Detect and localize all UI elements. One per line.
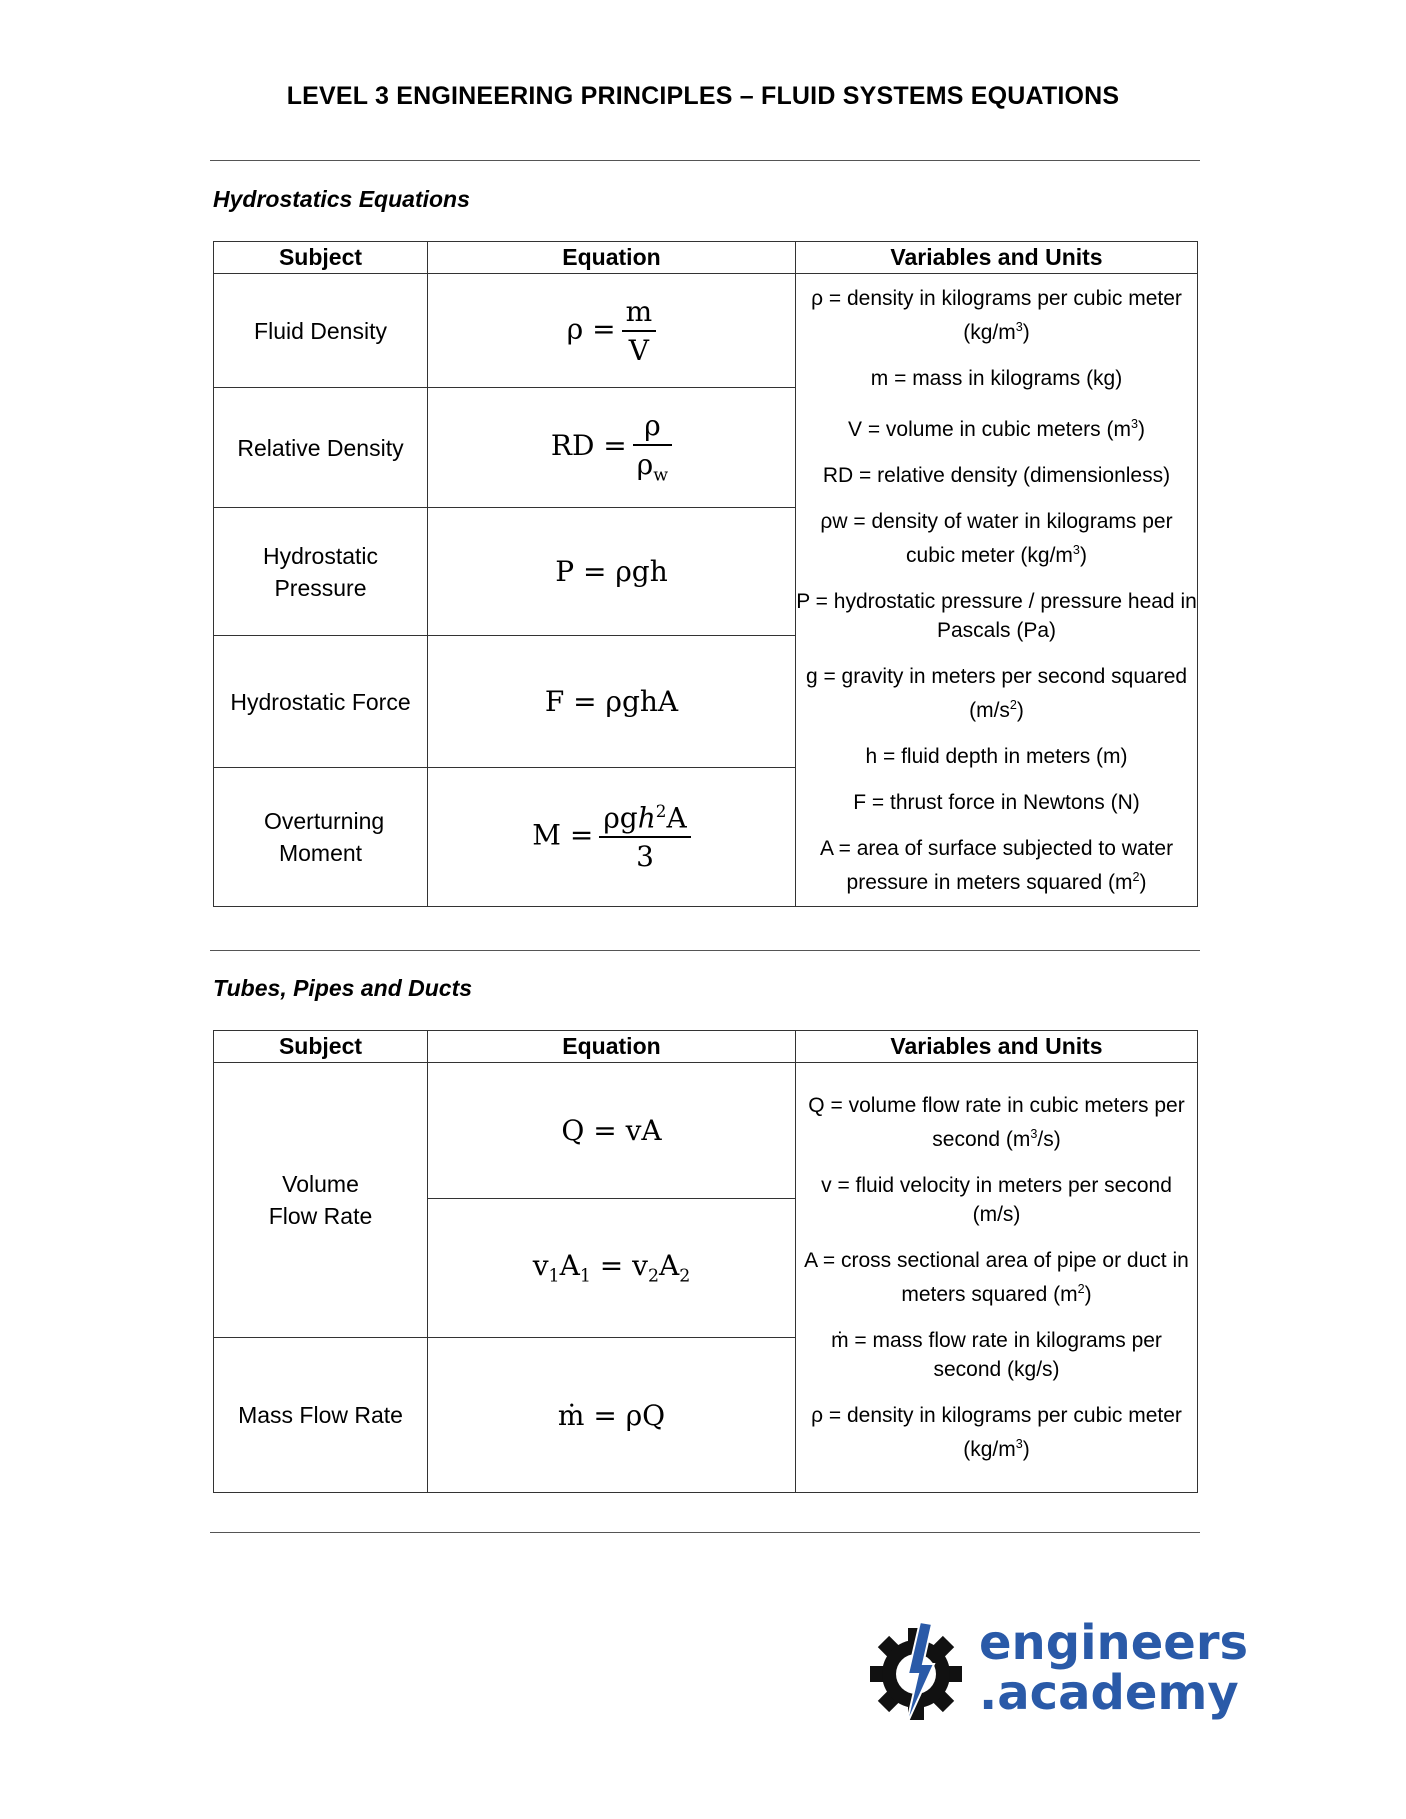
subject-hydrostatic-pressure: Hydrostatic Pressure xyxy=(214,508,428,636)
gear-bolt-icon xyxy=(868,1618,968,1730)
header-variables: Variables and Units xyxy=(796,1031,1198,1063)
equation-fluid-density xyxy=(428,274,796,388)
subject-relative-density: Relative Density xyxy=(214,388,428,508)
eq-lhs: RD = xyxy=(550,429,627,462)
hydrostatics-table xyxy=(213,241,1198,907)
variable-item: ρ = density in kilograms per cubic meter $(kg/m^3)$ xyxy=(811,1404,1182,1461)
variable-item: ṁ = mass flow rate in kilograms per second (kg/s) xyxy=(831,1329,1162,1381)
header-variables: Variables and Units xyxy=(796,242,1198,274)
divider xyxy=(210,160,1200,161)
variable-item: h = fluid depth in meters (m) xyxy=(865,744,1128,768)
variables-hydrostatics xyxy=(796,274,1198,907)
variable-item: RD = relative density (dimensionless) xyxy=(822,463,1171,487)
subject-fluid-density: Fluid Density xyxy=(214,274,428,388)
variable-item: A = area of surface subjected to water pressure in meters squared $(m^2)$ xyxy=(819,836,1174,894)
page-title: LEVEL 3 ENGINEERING PRINCIPLES – FLUID SYSTEMS EQUATIONS xyxy=(286,82,1120,110)
equation-hydrostatic-force: F = ρghA xyxy=(428,636,796,768)
eq-lhs: ρ = xyxy=(566,312,616,345)
eq-lhs: M = xyxy=(532,818,594,852)
subject-mass-flow-rate: Mass Flow Rate xyxy=(214,1338,428,1493)
header-equation: Equation xyxy=(428,242,796,274)
subject-overturning-moment: Overturning Moment xyxy=(214,768,428,907)
equation-volume-flow: Q = vA xyxy=(428,1063,796,1199)
divider xyxy=(210,1532,1200,1533)
variable-item: v = fluid velocity in meters per second (m/s) xyxy=(821,1174,1172,1226)
variable-item: m = mass in kilograms (kg) xyxy=(870,366,1123,390)
equation-relative-density xyxy=(428,388,796,508)
variable-item: A = cross sectional area of pipe or duct in meters squared $(m^2)$ xyxy=(804,1249,1189,1306)
pipes-table xyxy=(213,1030,1198,1493)
header-subject: Subject xyxy=(214,1031,428,1063)
equation-continuity: $v_1A_1 = v_2A_2$ xyxy=(428,1199,796,1338)
subject-hydrostatic-force: Hydrostatic Force xyxy=(214,636,428,768)
variable-item: ρw = density of water in kilograms per cubic meter $(kg/m^3)$ xyxy=(820,509,1173,567)
fraction: $\frac{m}{V}$ xyxy=(622,295,657,367)
fraction: $\frac{\rho}{\rho_w}$ xyxy=(633,409,672,486)
section-heading-hydrostatics: Hydrostatics Equations xyxy=(213,186,470,212)
equation-mass-flow: ṁ = ρQ xyxy=(428,1338,796,1493)
variables-pipes xyxy=(796,1063,1198,1493)
header-equation: Equation xyxy=(428,1031,796,1063)
variable-item: Q = volume flow rate in cubic meters per second $(m^3/s)$ xyxy=(808,1094,1185,1151)
equation-overturning-moment xyxy=(428,768,796,907)
equation-hydrostatic-pressure: P = ρgh xyxy=(428,508,796,636)
fraction: $\frac{\rho gh^2A}{3}$ xyxy=(599,801,690,873)
variable-item: ρ = density in kilograms per cubic meter $(kg/m^3)$ xyxy=(811,286,1182,344)
subject-volume-flow-rate: Volume Flow Rate xyxy=(214,1063,428,1338)
section-heading-pipes: Tubes, Pipes and Ducts xyxy=(213,975,473,1001)
variable-item: V = volume in cubic meters $(m^3)$ xyxy=(847,416,1146,441)
header-subject: Subject xyxy=(214,242,428,274)
brand-wordmark: engineers .academy xyxy=(979,1615,1249,1721)
variable-item: g = gravity in meters per second squared $(m/s^2)$ xyxy=(805,664,1188,722)
divider xyxy=(210,950,1200,951)
variable-item: F = thrust force in Newtons (N) xyxy=(853,790,1140,814)
variable-item: P = hydrostatic pressure / pressure head in Pascals (Pa) xyxy=(796,589,1197,642)
engineers-academy-logo xyxy=(868,1615,1249,1730)
